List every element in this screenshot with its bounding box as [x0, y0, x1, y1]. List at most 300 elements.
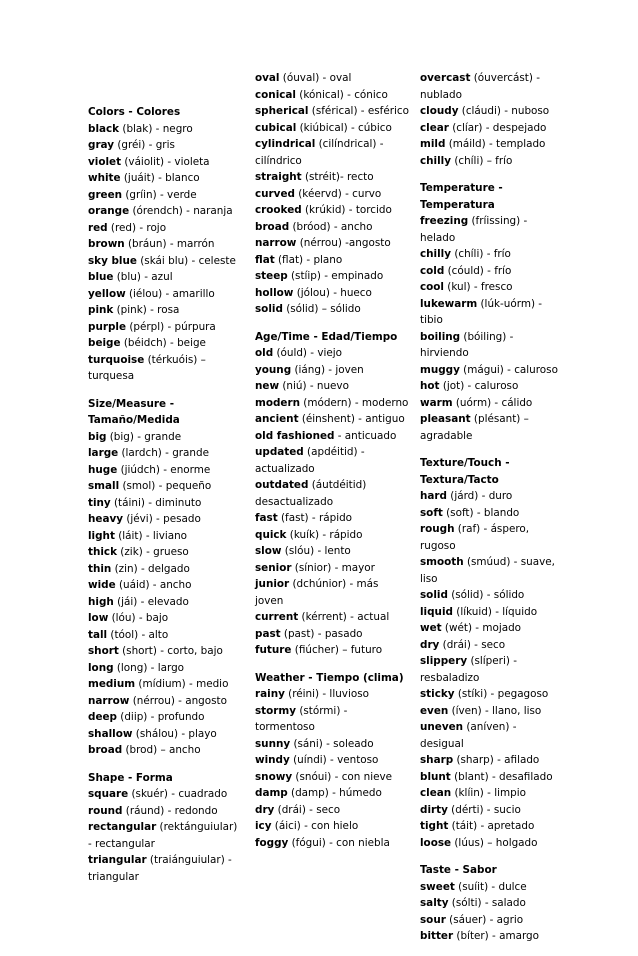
pronunciation-translation: (blak) - negro	[119, 122, 193, 135]
vocab-entry	[420, 835, 562, 852]
section-temperature-temperatura	[420, 180, 562, 444]
pronunciation-translation: (shálou) - playo	[132, 727, 217, 740]
english-word: cubical	[255, 121, 297, 134]
english-word: huge	[88, 463, 118, 476]
english-word: slow	[255, 545, 282, 557]
english-word: muggy	[420, 363, 460, 376]
vocab-entry	[88, 594, 238, 611]
vocab-entry	[255, 103, 410, 120]
english-word: tiny	[88, 496, 111, 509]
section-title: Taste - Sabor	[420, 864, 497, 876]
pronunciation-translation: (zin) - delgado	[111, 562, 190, 575]
vocab-entry	[88, 544, 238, 561]
vocab-entry	[88, 187, 238, 204]
english-word: big	[88, 430, 107, 443]
pronunciation-translation: (járd) - duro	[446, 490, 513, 502]
english-word: boiling	[420, 330, 461, 343]
english-word: orange	[88, 205, 130, 217]
vocab-entry	[420, 246, 562, 263]
pronunciation-translation: (iáng) - joven	[291, 363, 364, 376]
english-word: white	[88, 172, 121, 184]
vocab-entry	[255, 186, 410, 203]
vocab-entry	[88, 462, 238, 479]
vocab-entry	[420, 703, 562, 720]
vocab-entry	[88, 170, 238, 187]
section-title: Size/Measure - Tamaño/Medida	[88, 397, 180, 426]
english-word: sunny	[255, 737, 291, 750]
pronunciation-translation: (dérti) - sucio	[447, 803, 521, 816]
pronunciation-translation: (sólti) - salado	[448, 897, 526, 909]
english-word: overcast	[420, 72, 471, 84]
vocab-entry	[255, 818, 410, 835]
pronunciation-translation: (stíip) - empinado	[287, 270, 384, 282]
english-word: yellow	[88, 287, 126, 300]
vocab-entry	[255, 543, 410, 560]
english-word: future	[255, 644, 292, 656]
english-word: steep	[255, 270, 288, 282]
vocab-entry	[255, 428, 410, 445]
vocab-entry	[255, 285, 410, 302]
pronunciation-translation: (klíin) - limpio	[451, 787, 526, 799]
pronunciation-translation: (chíli) – frío	[451, 154, 513, 167]
vocab-entry	[255, 686, 410, 703]
pronunciation-translation: (sharp) - afilado	[453, 754, 540, 766]
pronunciation-translation: (óuvercást) - nublado	[420, 72, 540, 101]
vocab-entry	[88, 726, 238, 743]
section-title: Temperature - Temperatura	[420, 182, 503, 211]
english-word: violet	[88, 155, 122, 168]
vocab-entry	[255, 703, 410, 736]
english-word: purple	[88, 320, 127, 333]
section-title: Colors - Colores	[88, 106, 181, 118]
pronunciation-translation: (blu) - azul	[113, 271, 173, 283]
vocab-entry	[88, 335, 238, 352]
english-word: freezing	[420, 215, 469, 227]
section-colors-colores	[88, 104, 238, 385]
vocab-entry	[255, 395, 410, 412]
section-continued	[420, 70, 562, 169]
pronunciation-translation: (órendch) - naranja	[129, 205, 233, 217]
pronunciation-translation: (zik) - grueso	[117, 546, 189, 558]
vocab-entry	[255, 202, 410, 219]
english-word: loose	[420, 836, 452, 849]
english-word: rainy	[255, 688, 285, 700]
pronunciation-translation: (cilíndrical) - cilíndrico	[255, 138, 384, 167]
vocab-entry	[420, 895, 562, 912]
vocab-entry	[88, 154, 238, 171]
pronunciation-translation: (chíli) - frío	[451, 248, 511, 260]
vocab-entry	[420, 785, 562, 802]
pronunciation-translation: (ráund) - redondo	[122, 804, 218, 817]
pronunciation-translation: (áutdéitid) desactualizado	[255, 479, 367, 508]
vocab-entry	[88, 253, 238, 270]
english-word: icy	[255, 820, 272, 832]
pronunciation-translation: (kuík) - rápido	[286, 528, 363, 541]
english-word: narrow	[88, 694, 130, 707]
vocab-entry	[88, 352, 238, 385]
vocab-entry	[88, 429, 238, 446]
english-word: fast	[255, 512, 278, 524]
vocab-entry	[420, 653, 562, 686]
vocab-entry	[88, 302, 238, 319]
pronunciation-translation: (soft) - blando	[442, 506, 520, 519]
pronunciation-translation: (skuér) - cuadrado	[128, 788, 228, 800]
pronunciation-translation: (lúus) – holgado	[451, 836, 538, 849]
english-word: wet	[420, 622, 442, 634]
pronunciation-translation: (béidch) - beige	[120, 337, 206, 349]
english-word: clear	[420, 121, 449, 134]
pronunciation-translation: (stórmi) - tormentoso	[255, 704, 348, 733]
pronunciation-translation: (stréit)- recto	[301, 171, 374, 183]
pronunciation-translation: (krúkid) - torcido	[301, 204, 392, 216]
vocab-entry	[420, 378, 562, 395]
section-title: Weather - Tiempo (clima)	[255, 671, 404, 684]
pronunciation-translation: (áici) - con hielo	[271, 820, 359, 832]
section-texture-touch-textura-tacto	[420, 455, 562, 851]
english-word: triangular	[88, 854, 147, 866]
vocab-entry	[420, 488, 562, 505]
vocab-entry	[88, 528, 238, 545]
pronunciation-translation: (bróod) - ancho	[289, 220, 373, 233]
pronunciation-translation: (líkuid) - líquido	[452, 605, 538, 618]
vocab-entry	[255, 301, 410, 318]
english-word: narrow	[255, 237, 297, 249]
pronunciation-translation: (óuld) - viejo	[273, 347, 343, 359]
english-word: modern	[255, 396, 300, 409]
vocab-entry	[420, 120, 562, 137]
pronunciation-translation: (óuval) - oval	[279, 72, 352, 84]
english-word: senior	[255, 561, 292, 574]
english-word: wide	[88, 579, 116, 591]
english-word: cold	[420, 264, 445, 277]
english-word: red	[88, 221, 108, 234]
vocab-entry	[255, 411, 410, 428]
vocab-entry	[420, 802, 562, 819]
vocab-entry	[88, 495, 238, 512]
pronunciation-translation: (váiolit) - violeta	[121, 155, 210, 168]
pronunciation-translation: (bóiling) - hirviendo	[420, 330, 514, 359]
pronunciation-translation: (sáni) - soleado	[290, 737, 374, 750]
pronunciation-translation: (sólid) - sólido	[447, 589, 525, 601]
vocab-entry	[255, 252, 410, 269]
pronunciation-translation: (flat) - plano	[274, 253, 343, 266]
vocab-entry	[88, 220, 238, 237]
pronunciation-translation: (gríin) - verde	[122, 188, 197, 201]
column-2	[255, 70, 410, 862]
vocab-entry	[88, 561, 238, 578]
pronunciation-translation: (jólou) - hueco	[293, 286, 372, 299]
vocab-entry	[420, 411, 562, 444]
pronunciation-translation: (uórm) - cálido	[452, 396, 533, 409]
english-word: smooth	[420, 556, 464, 568]
pronunciation-translation: (apdéitid) - actualizado	[255, 446, 365, 475]
vocab-entry	[420, 719, 562, 752]
pronunciation-translation: (slíperi) - resbaladizo	[420, 655, 517, 684]
pronunciation-translation: (snóui) - con nieve	[292, 770, 393, 783]
pronunciation-translation: (lóu) - bajo	[108, 612, 169, 624]
english-word: turquoise	[88, 353, 145, 366]
english-word: round	[88, 804, 123, 817]
vocab-entry	[420, 329, 562, 362]
vocab-entry	[420, 153, 562, 170]
english-word: bitter	[420, 930, 454, 942]
pronunciation-translation: (traiánguiular) - triangular	[88, 854, 232, 883]
vocab-entry	[420, 818, 562, 835]
pronunciation-translation: (skái blu) - celeste	[136, 254, 236, 267]
pronunciation-translation: (raf) - áspero, rugoso	[420, 523, 530, 552]
pronunciation-translation: (bráun) - marrón	[124, 238, 215, 250]
vocab-entry	[88, 676, 238, 693]
vocab-entry	[88, 660, 238, 677]
vocab-entry	[420, 136, 562, 153]
english-word: soft	[420, 506, 443, 519]
pronunciation-translation: (pérpl) - púrpura	[126, 320, 216, 333]
vocab-entry	[255, 362, 410, 379]
english-word: outdated	[255, 479, 309, 491]
vocab-entry	[420, 912, 562, 929]
english-word: liquid	[420, 605, 453, 618]
vocab-entry	[88, 319, 238, 336]
english-word: ancient	[255, 413, 299, 425]
pronunciation-translation: (éinshent) - antiguo	[298, 413, 405, 425]
pronunciation-translation: (uáid) - ancho	[115, 579, 192, 591]
vocab-entry	[255, 626, 410, 643]
section-age-time-edad-tiempo	[255, 329, 410, 659]
vocab-entry	[255, 785, 410, 802]
section-taste-sabor	[420, 862, 562, 945]
english-word: foggy	[255, 836, 289, 849]
vocab-entry	[88, 627, 238, 644]
vocab-entry	[420, 587, 562, 604]
english-word: cylindrical	[255, 138, 316, 150]
pronunciation-translation: (wét) - mojado	[441, 622, 522, 634]
english-word: high	[88, 595, 114, 608]
vocab-entry	[88, 709, 238, 726]
english-word: black	[88, 122, 120, 135]
english-word: flat	[255, 253, 275, 266]
pronunciation-translation: (slóu) - lento	[281, 545, 351, 557]
vocab-entry	[420, 620, 562, 637]
pronunciation-translation: (rektánguiular) - rectangular	[88, 821, 238, 850]
vocab-entry	[255, 444, 410, 477]
vocab-entry	[88, 852, 238, 885]
pronunciation-translation: (jévi) - pesado	[123, 513, 201, 525]
pronunciation-translation: (drái) - seco	[439, 638, 506, 651]
english-word: warm	[420, 396, 453, 409]
english-word: chilly	[420, 248, 452, 260]
vocab-entry	[420, 296, 562, 329]
vocab-entry	[255, 219, 410, 236]
pronunciation-translation: (fast) - rápido	[277, 512, 353, 524]
pronunciation-translation: (íven) - llano, liso	[448, 704, 542, 717]
english-word: mild	[420, 138, 446, 150]
vocab-entry	[88, 203, 238, 220]
vocab-entry	[255, 136, 410, 169]
pronunciation-translation: (kul) - fresco	[444, 281, 513, 293]
vocab-entry	[420, 752, 562, 769]
pronunciation-translation: (nérrou) -angosto	[296, 237, 391, 249]
pronunciation-translation: (niú) - nuevo	[279, 380, 349, 392]
english-word: crooked	[255, 204, 302, 216]
vocab-entry	[255, 769, 410, 786]
vocab-entry	[255, 642, 410, 659]
vocab-entry	[88, 511, 238, 528]
vocab-entry	[420, 213, 562, 246]
english-word: thin	[88, 562, 112, 575]
pronunciation-translation: (stíki) - pegagoso	[454, 688, 549, 700]
section-size-measure-tama-o-medida	[88, 396, 238, 759]
english-word: uneven	[420, 721, 464, 733]
english-word: tall	[88, 628, 108, 641]
vocab-entry	[420, 279, 562, 296]
vocab-entry	[420, 263, 562, 280]
column-3	[420, 70, 562, 956]
vocab-entry	[88, 610, 238, 627]
english-word: sky blue	[88, 254, 137, 267]
vocab-entry	[88, 742, 238, 759]
section-title: Texture/Touch - Textura/Tacto	[420, 457, 510, 486]
pronunciation-translation: (cóuld) - frío	[444, 264, 512, 277]
english-word: sharp	[420, 754, 454, 766]
pronunciation-translation: (smol) - pequeño	[119, 480, 212, 492]
english-word: heavy	[88, 513, 124, 525]
vocab-entry	[88, 121, 238, 138]
pronunciation-translation: (bíter) - amargo	[453, 930, 539, 942]
english-word: small	[88, 480, 120, 492]
english-word: dry	[255, 803, 275, 816]
pronunciation-translation: (cláudi) - nuboso	[458, 105, 550, 117]
english-word: junior	[255, 578, 290, 590]
vocab-entry	[88, 269, 238, 286]
english-word: snowy	[255, 770, 293, 783]
english-word: broad	[88, 744, 123, 756]
vocab-entry	[420, 637, 562, 654]
vocab-entry	[420, 521, 562, 554]
english-word: medium	[88, 678, 136, 690]
vocab-entry	[255, 527, 410, 544]
pronunciation-translation: (jiúdch) - enorme	[117, 463, 211, 476]
vocab-entry	[255, 120, 410, 137]
vocab-entry	[88, 643, 238, 660]
vocab-entry	[255, 268, 410, 285]
vocab-entry	[255, 70, 410, 87]
vocab-entry	[255, 609, 410, 626]
section-shape-forma	[88, 770, 238, 886]
vocab-entry	[420, 928, 562, 945]
vocab-entry	[88, 137, 238, 154]
column-1	[88, 70, 238, 896]
pronunciation-translation: (uíndi) - ventoso	[289, 754, 379, 766]
pronunciation-translation: (suíit) - dulce	[454, 880, 527, 893]
vocab-entry	[255, 87, 410, 104]
english-word: pleasant	[420, 413, 471, 425]
pronunciation-translation: (red) - rojo	[107, 221, 167, 234]
vocab-entry	[88, 478, 238, 495]
pronunciation-translation: (kiúbical) - cúbico	[296, 121, 392, 134]
vocab-entry	[255, 576, 410, 609]
pronunciation-translation: (fiúcher) – futuro	[291, 644, 383, 656]
section-title: Age/Time - Edad/Tiempo	[255, 330, 398, 343]
pronunciation-translation: (clíar) - despejado	[448, 121, 547, 134]
pronunciation-translation: (past) - pasado	[280, 627, 363, 640]
pronunciation-translation: (máild) - templado	[445, 138, 546, 150]
pronunciation-translation: (módern) - moderno	[299, 396, 409, 409]
english-word: new	[255, 380, 280, 392]
vocab-entry	[255, 802, 410, 819]
pronunciation-translation: (kérrent) - actual	[298, 611, 390, 623]
vocab-entry	[255, 736, 410, 753]
english-word: tight	[420, 820, 449, 832]
vocab-entry	[255, 345, 410, 362]
english-word: brown	[88, 238, 125, 250]
english-word: deep	[88, 711, 117, 723]
english-word: sweet	[420, 880, 455, 893]
english-word: cloudy	[420, 105, 459, 117]
vocab-entry	[88, 819, 238, 852]
pronunciation-translation: (fógui) - con niebla	[288, 836, 390, 849]
english-word: green	[88, 188, 123, 201]
english-word: windy	[255, 754, 290, 766]
pronunciation-translation: (blant) - desafilado	[450, 770, 553, 783]
vocab-entry	[255, 752, 410, 769]
english-word: lukewarm	[420, 297, 478, 310]
pronunciation-translation: (táit) - apretado	[448, 820, 535, 832]
pronunciation-translation: (sáuer) - agrio	[445, 913, 524, 926]
pronunciation-translation: (nérrou) - angosto	[129, 694, 227, 707]
vocab-entry	[420, 505, 562, 522]
pronunciation-translation: (dchúnior) - más joven	[255, 578, 379, 607]
english-word: sour	[420, 913, 446, 926]
english-word: young	[255, 363, 292, 376]
english-word: hard	[420, 490, 447, 502]
english-word: straight	[255, 171, 302, 183]
pronunciation-translation: (mídium) - medio	[135, 678, 229, 690]
english-word: solid	[420, 589, 448, 601]
section-weather-tiempo-clima	[255, 670, 410, 852]
english-word: blunt	[420, 770, 451, 783]
pronunciation-translation: (táini) - diminuto	[110, 496, 202, 509]
english-word: slippery	[420, 655, 468, 667]
english-word: spherical	[255, 105, 309, 117]
vocab-entry	[420, 362, 562, 379]
english-word: old	[255, 347, 274, 359]
pronunciation-translation: (fríissing) - helado	[420, 215, 528, 244]
pronunciation-translation: (aníven) - desigual	[420, 721, 517, 750]
pronunciation-translation: (gréi) - gris	[114, 139, 175, 151]
pronunciation-translation: (smúud) - suave, liso	[420, 556, 555, 585]
english-word: even	[420, 704, 449, 717]
english-word: rough	[420, 523, 455, 535]
english-word: damp	[255, 787, 288, 799]
english-word: past	[255, 627, 281, 640]
pronunciation-translation: - anticuado	[334, 429, 397, 442]
english-word: oval	[255, 72, 280, 84]
english-word: large	[88, 447, 119, 459]
vocab-entry	[88, 445, 238, 462]
pronunciation-translation: (lúk-uórm) - tibio	[420, 297, 543, 326]
vocab-entry	[420, 686, 562, 703]
english-word: salty	[420, 897, 449, 909]
english-word: light	[88, 529, 115, 542]
english-word: gray	[88, 139, 115, 151]
pronunciation-translation: (big) - grande	[106, 430, 182, 443]
vocab-entry	[255, 477, 410, 510]
pronunciation-translation: (láit) - liviano	[114, 529, 188, 542]
english-word: long	[88, 661, 114, 674]
english-word: broad	[255, 220, 290, 233]
english-word: clean	[420, 787, 452, 799]
pronunciation-translation: (iélou) - amarillo	[125, 287, 215, 300]
